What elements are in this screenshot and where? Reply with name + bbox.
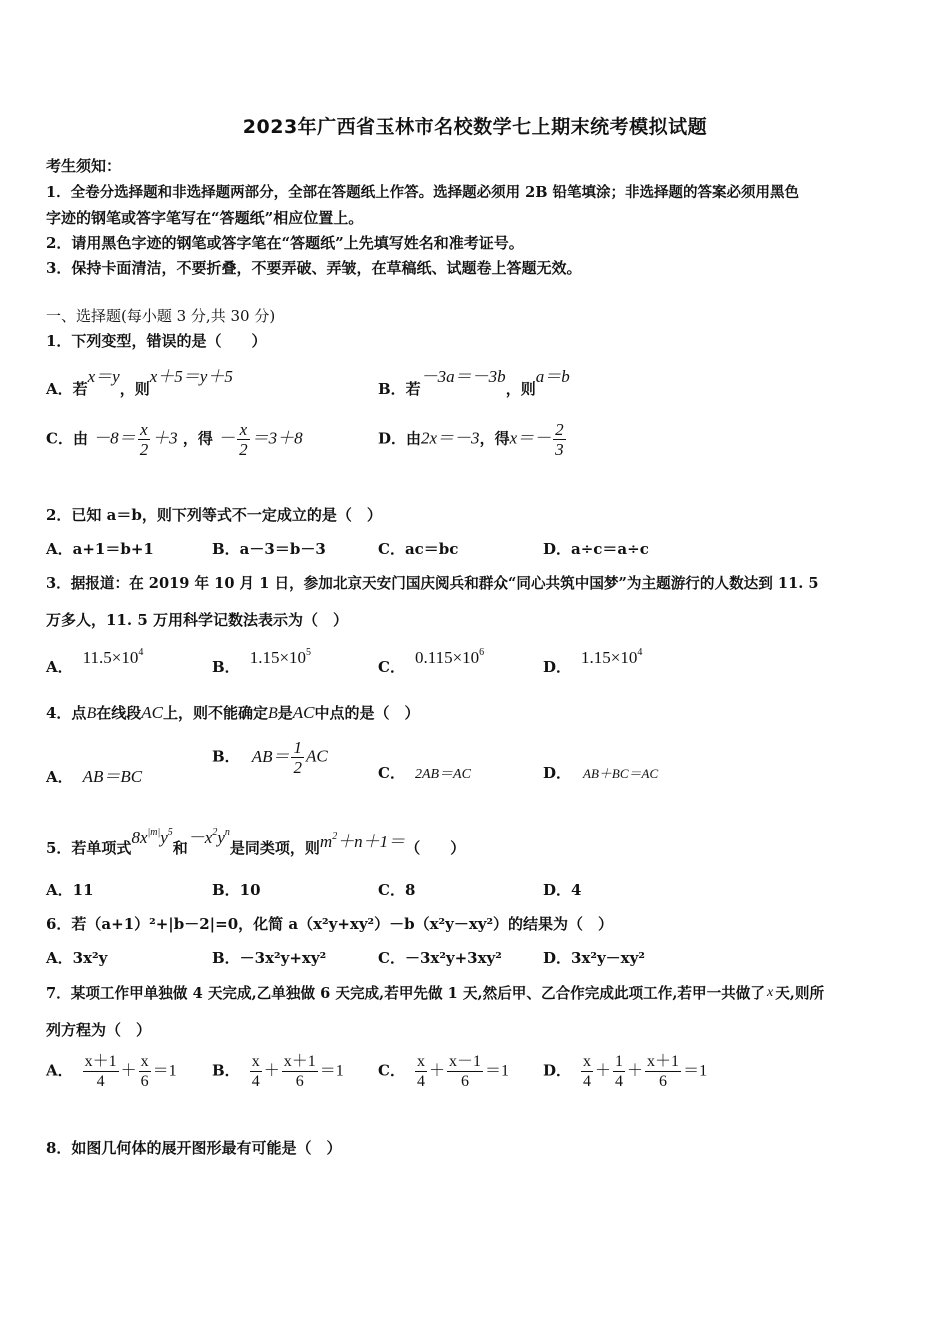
q3-stem-line1: 3．据报道：在 2019 年 10 月 1 日，参加北京天安门国庆阅兵和群众“同心共筑中国梦”为主题游行的人数达到 11. 5	[46, 575, 819, 592]
q3-c-label: C．	[378, 658, 405, 676]
notice-line-1a: 1．全卷分选择题和非选择题两部分，全部在答题纸上作答。选择题必须用 2B 铅笔填涂；非选择题的答案必须用黑色	[46, 184, 800, 201]
notice-line-3: 3．保持卡面清洁，不要折叠，不要弄破、弄皱，在草稿纸、试题卷上答题无效。	[46, 259, 582, 277]
q7-c-frac1: $\frac{x}{4}$	[416, 1053, 425, 1090]
q7-option-a[interactable]: A． $\frac{x+1}{4}$ ＋ $\frac{x}{6}$ ＝1	[46, 1053, 177, 1090]
q3-b-value: $1.15\times 10^5$	[249, 647, 312, 667]
q3-a-label: A．	[46, 658, 73, 676]
q5-option-b[interactable]: B．10	[212, 881, 261, 899]
q4-a-label: A．	[46, 768, 73, 786]
q3-option-b[interactable]	[212, 647, 312, 677]
q1-c-math1b: ＋3	[152, 428, 178, 448]
q1-option-d[interactable]	[378, 420, 568, 459]
q3-d-label: D．	[543, 658, 572, 676]
section-heading: 一、选择题(每小题 3 分,共 30 分)	[46, 307, 276, 325]
q8-stem: 8．如图几何体的展开图形最有可能是（ ）	[46, 1139, 342, 1157]
q7-d-frac3: $\frac{x+1}{6}$	[647, 1053, 680, 1090]
q7-d-frac2: $\frac{1}{4}$	[615, 1053, 624, 1090]
q6-option-a[interactable]: A．3x²y	[46, 949, 108, 967]
q3-option-c[interactable]	[378, 647, 485, 677]
q1-c-mid: ，得	[182, 429, 213, 448]
q7-a-label: A．	[46, 1061, 73, 1080]
q5-monomial-1: $8x^{|m|}y^5$	[131, 827, 173, 847]
q4-c-label: C．	[378, 764, 405, 782]
q4-b-math-post: AC	[305, 746, 328, 766]
q1-c-math2b: ＝3＋8	[251, 428, 303, 448]
q6-stem: 6．若（a+1）²+|b－2|=0，化简 a（x²y+xy²）－b（x²y－xy²）的结果为（ ）	[46, 915, 614, 933]
q7-b-frac2: $\frac{x+1}{6}$	[283, 1053, 316, 1090]
q3-stem-line2: 万多人，11. 5 万用科学记数法表示为（ ）	[46, 611, 348, 629]
q7-a-frac1: $\frac{x+1}{4}$	[84, 1053, 117, 1090]
q1-d-label: D．由	[378, 429, 422, 448]
q5-option-d[interactable]: D．4	[543, 881, 582, 899]
q2-option-a[interactable]: A．a+1＝b+1	[46, 540, 154, 558]
q4-option-a[interactable]	[46, 762, 142, 787]
q1-option-c[interactable]	[46, 420, 303, 459]
q4-stem: 4．点B在线段AC上，则不能确定B是AC中点的是（ ）	[46, 703, 420, 722]
q4-option-d[interactable]	[543, 762, 658, 783]
q3-c-value: $0.115\times 10^6$	[414, 647, 485, 667]
q2-option-b[interactable]: B．a－3＝b－3	[212, 540, 326, 558]
q1-c-math2a: －	[218, 428, 236, 448]
q1-option-a[interactable]	[46, 367, 233, 399]
q6-option-b[interactable]: B．－3x²y+xy²	[212, 949, 327, 967]
q1-d-math1: 2x＝－3	[421, 428, 480, 448]
q2-stem: 2．已知 a＝b，则下列等式不一定成立的是（ ）	[46, 506, 382, 524]
q1-a-label: A．若	[46, 380, 88, 398]
q3-option-a[interactable]	[46, 647, 144, 677]
q4-option-b[interactable]	[212, 738, 328, 777]
notice-line-1b: 字迹的钢笔或答字笔写在“答题纸”相应位置上。	[46, 209, 364, 227]
q7-c-frac2: $\frac{x-1}{6}$	[448, 1053, 481, 1090]
page-title: 2023年广西省玉林市名校数学七上期末统考模拟试题	[242, 116, 708, 138]
q1-option-b[interactable]	[378, 367, 570, 399]
q7-option-c[interactable]: C． $\frac{x}{4}$ ＋ $\frac{x-1}{6}$ ＝1	[378, 1053, 509, 1090]
q7-d-label: D．	[543, 1061, 572, 1080]
q5-option-a[interactable]: A．11	[46, 881, 94, 899]
q4-a-math: AB＝BC	[82, 767, 143, 786]
q3-b-label: B．	[212, 658, 240, 676]
q1-d-mid: ，得	[479, 429, 510, 448]
q7-b-label: B．	[212, 1061, 240, 1080]
q4-option-c[interactable]	[378, 762, 471, 783]
q1-c-math1a: －8＝	[93, 428, 136, 448]
q5-monomial-2: $-x^2y^n$	[187, 827, 230, 847]
q6-option-c[interactable]: C．－3x²y+3xy²	[378, 949, 502, 967]
notice-line-2: 2．请用黑色字迹的钢笔或答字笔在“答题纸”上先填写姓名和准考证号。	[46, 234, 524, 252]
q7-option-d[interactable]: D． $\frac{x}{4}$ ＋ $\frac{1}{4}$ ＋ $\frac{x+1}{6}$ ＝1	[543, 1053, 708, 1090]
q1-b-math1: －3a＝－3b	[420, 367, 506, 386]
q3-a-value: $11.5\times 10^4$	[82, 647, 144, 667]
q7-d-frac1: $\frac{x}{4}$	[583, 1053, 592, 1090]
q7-c-label: C．	[378, 1061, 405, 1080]
q4-d-math: AB＋BC＝AC	[583, 766, 659, 781]
q3-d-value: $1.15\times 10^4$	[581, 647, 643, 667]
q2-option-c[interactable]: C．ac＝bc	[378, 540, 459, 558]
q4-b-math-pre: AB＝	[251, 746, 290, 766]
q6-option-d[interactable]: D．3x²y－xy²	[543, 949, 645, 967]
q1-c-label: C．由	[46, 429, 88, 448]
q7-b-frac1: $\frac{x}{4}$	[251, 1053, 260, 1090]
q5-option-c[interactable]: C．8	[378, 881, 416, 899]
q1-a-math2: x＋5＝y＋5	[149, 367, 233, 386]
q7-stem-line2: 列方程为（ ）	[46, 1021, 152, 1039]
q4-d-label: D．	[543, 764, 572, 782]
q3-option-d[interactable]	[543, 647, 643, 677]
q1-a-math1: x＝y	[87, 367, 120, 386]
q7-stem-line1: 7．某项工作甲单独做 4 天完成,乙单独做 6 天完成,若甲先做 1 天,然后甲、乙合作完成此项工作,若甲一共做了 x 天,则所	[46, 985, 825, 1002]
q4-b-frac: $\frac{1}{2}$	[293, 738, 302, 777]
q7-option-b[interactable]: B． $\frac{x}{4}$ ＋ $\frac{x+1}{6}$ ＝1	[212, 1053, 344, 1090]
q7-a-frac2: $\frac{x}{6}$	[140, 1053, 149, 1090]
q4-c-math: 2AB＝AC	[414, 767, 471, 782]
q4-b-label: B．	[212, 747, 240, 766]
q1-d-math2a: x＝－	[509, 428, 552, 448]
q2-option-d[interactable]: D．a÷c＝a÷c	[543, 540, 649, 558]
q1-b-math2: a＝b	[535, 367, 570, 386]
q5-stem: 5．若单项式$8x^{|m|}y^5$和$-x^2y^n$是同类项，则$m^2+n+1=$（ ）	[46, 827, 466, 857]
q5-expression: $m^2+n+1=$	[319, 831, 406, 851]
q1-c-frac1: $\frac{x}{2}$	[139, 420, 149, 459]
notice-heading: 考生须知：	[46, 157, 122, 175]
q1-a-mid: ，则	[119, 380, 150, 398]
q1-b-mid: ，则	[505, 380, 536, 398]
q1-d-frac: $\frac{2}{3}$	[555, 420, 564, 459]
q1-b-label: B．若	[378, 380, 421, 398]
q1-stem: 1．下列变型，错误的是（ ）	[46, 332, 267, 350]
q1-c-frac2: $\frac{x}{2}$	[239, 420, 248, 459]
